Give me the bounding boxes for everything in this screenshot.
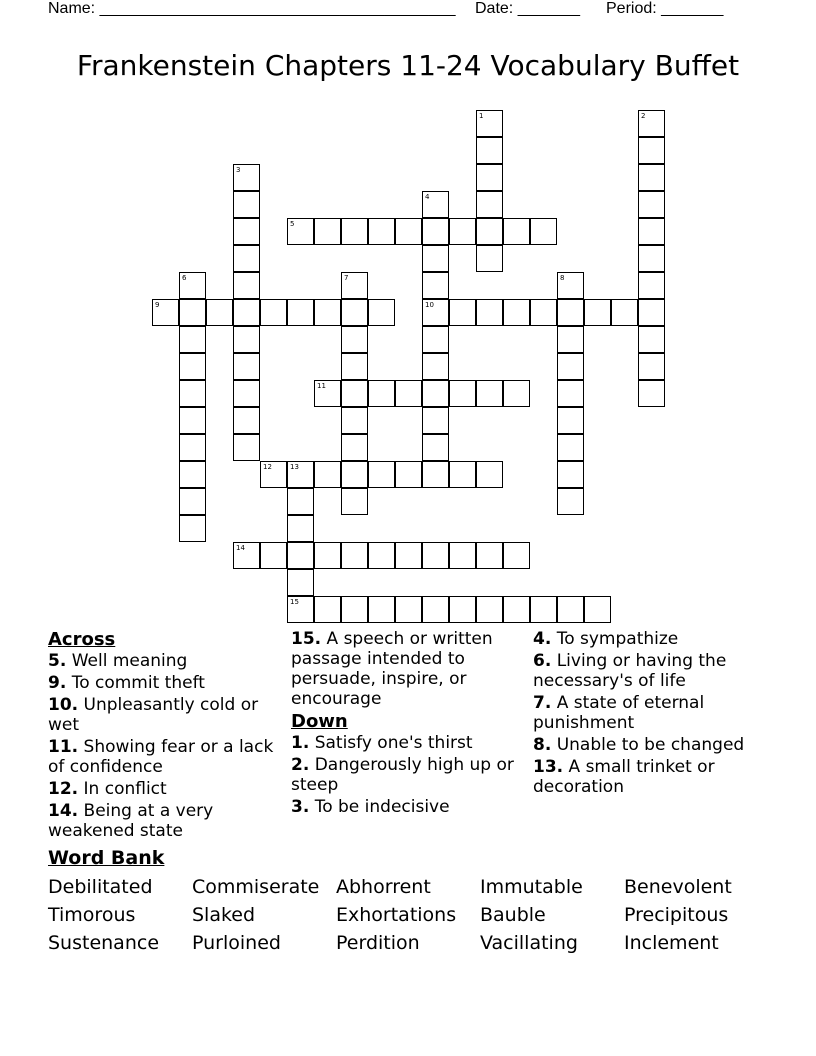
- crossword-cell[interactable]: [233, 164, 260, 191]
- down-heading: Down: [291, 711, 348, 732]
- crossword-cell[interactable]: [449, 596, 476, 623]
- crossword-cell[interactable]: [449, 542, 476, 569]
- crossword-cell[interactable]: [476, 245, 503, 272]
- crossword-cell[interactable]: [638, 110, 665, 137]
- crossword-cell[interactable]: [584, 299, 611, 326]
- crossword-cell[interactable]: [368, 218, 395, 245]
- crossword-cell[interactable]: [638, 353, 665, 380]
- crossword-cell[interactable]: [341, 434, 368, 461]
- crossword-cell[interactable]: [233, 542, 260, 569]
- crossword-cell[interactable]: [287, 515, 314, 542]
- crossword-cell[interactable]: [638, 380, 665, 407]
- period-field-label: Period: _______: [606, 0, 724, 17]
- crossword-cell[interactable]: [611, 299, 638, 326]
- crossword-cell[interactable]: [638, 272, 665, 299]
- crossword-cell[interactable]: [422, 434, 449, 461]
- clue-down-7: 7. A state of eternal punishment: [533, 693, 705, 733]
- crossword-cell[interactable]: [422, 218, 449, 245]
- crossword-cell[interactable]: [476, 164, 503, 191]
- crossword-cell[interactable]: [422, 380, 449, 407]
- crossword-cell[interactable]: [368, 596, 395, 623]
- crossword-cell[interactable]: [476, 191, 503, 218]
- crossword-cell[interactable]: [503, 596, 530, 623]
- crossword-cell[interactable]: [314, 461, 341, 488]
- crossword-cell[interactable]: [476, 461, 503, 488]
- word-bank-word: Benevolent: [624, 876, 732, 898]
- crossword-cell[interactable]: [341, 218, 368, 245]
- crossword-cell[interactable]: [638, 218, 665, 245]
- crossword-cell[interactable]: [422, 191, 449, 218]
- crossword-cell[interactable]: [503, 218, 530, 245]
- clue-number: 15: [290, 598, 299, 606]
- crossword-cell[interactable]: [503, 299, 530, 326]
- crossword-cell[interactable]: [557, 299, 584, 326]
- crossword-cell[interactable]: [476, 137, 503, 164]
- crossword-cell[interactable]: [476, 542, 503, 569]
- crossword-cell[interactable]: [206, 299, 233, 326]
- crossword-cell[interactable]: [422, 353, 449, 380]
- crossword-cell[interactable]: [557, 488, 584, 515]
- crossword-cell[interactable]: [341, 272, 368, 299]
- clue-across-9: 9. To commit theft: [48, 673, 205, 693]
- crossword-cell[interactable]: [476, 380, 503, 407]
- crossword-cell[interactable]: [260, 542, 287, 569]
- crossword-cell[interactable]: [314, 299, 341, 326]
- crossword-cell[interactable]: [638, 299, 665, 326]
- crossword-cell[interactable]: [449, 380, 476, 407]
- clues-column-1: [48, 629, 280, 843]
- crossword-cell[interactable]: [368, 542, 395, 569]
- date-field-label: Date: _______: [475, 0, 580, 17]
- word-bank-word: Immutable: [480, 876, 583, 898]
- crossword-cell[interactable]: [530, 218, 557, 245]
- clue-down-3: 3. To be indecisive: [291, 797, 450, 817]
- crossword-cell[interactable]: [341, 488, 368, 515]
- crossword-cell[interactable]: [179, 434, 206, 461]
- crossword-cell[interactable]: [422, 245, 449, 272]
- clue-number: 14: [236, 544, 245, 552]
- name-field-label: Name: ________________________________________: [48, 0, 456, 17]
- word-bank-word: Debilitated: [48, 876, 153, 898]
- crossword-cell[interactable]: [314, 596, 341, 623]
- crossword-cell[interactable]: [341, 353, 368, 380]
- word-bank-word: Vacillating: [480, 932, 578, 954]
- crossword-cell[interactable]: [179, 461, 206, 488]
- crossword-cell[interactable]: [233, 380, 260, 407]
- word-bank-word: Perdition: [336, 932, 420, 954]
- clue-across-15: 15. A speech or written passage intended to persuade, inspire, or encourage: [291, 629, 493, 709]
- crossword-cell[interactable]: [233, 326, 260, 353]
- crossword-cell[interactable]: [152, 299, 179, 326]
- word-bank-word: Inclement: [624, 932, 719, 954]
- crossword-cell[interactable]: [233, 272, 260, 299]
- clue-down-1: 1. Satisfy one's thirst: [291, 733, 473, 753]
- clue-across-12: 12. In conflict: [48, 779, 167, 799]
- clue-number: 13: [290, 463, 299, 471]
- crossword-cell[interactable]: [341, 380, 368, 407]
- crossword-cell[interactable]: [260, 299, 287, 326]
- crossword-cell[interactable]: [179, 488, 206, 515]
- crossword-cell[interactable]: [638, 164, 665, 191]
- crossword-cell[interactable]: [287, 596, 314, 623]
- crossword-cell[interactable]: [422, 596, 449, 623]
- crossword-cell[interactable]: [368, 299, 395, 326]
- crossword-cell[interactable]: [476, 299, 503, 326]
- clue-number: 4: [425, 193, 430, 201]
- crossword-cell[interactable]: [557, 353, 584, 380]
- crossword-cell[interactable]: [476, 218, 503, 245]
- clue-number: 2: [641, 112, 646, 120]
- crossword-cell[interactable]: [476, 596, 503, 623]
- clues-column-2: [291, 629, 517, 819]
- word-bank-word: Timorous: [48, 904, 136, 926]
- word-bank-word: Precipitous: [624, 904, 729, 926]
- clue-number: 9: [155, 301, 160, 309]
- across-heading: Across: [48, 629, 116, 650]
- clue-down-8: 8. Unable to be changed: [533, 735, 745, 755]
- crossword-cell[interactable]: [179, 380, 206, 407]
- crossword-cell[interactable]: [341, 326, 368, 353]
- crossword-cell[interactable]: [638, 326, 665, 353]
- crossword-cell[interactable]: [179, 299, 206, 326]
- crossword-cell[interactable]: [233, 299, 260, 326]
- word-bank-word: Bauble: [480, 904, 546, 926]
- crossword-cell[interactable]: [233, 245, 260, 272]
- clue-number: 8: [560, 274, 565, 282]
- clue-number: 1: [479, 112, 484, 120]
- crossword-cell[interactable]: [287, 218, 314, 245]
- crossword-cell[interactable]: [557, 407, 584, 434]
- word-bank-word: Slaked: [192, 904, 256, 926]
- crossword-cell[interactable]: [287, 299, 314, 326]
- word-bank-word: Purloined: [192, 932, 281, 954]
- crossword-cell[interactable]: [341, 299, 368, 326]
- crossword-cell[interactable]: [557, 380, 584, 407]
- crossword-cell[interactable]: [233, 434, 260, 461]
- crossword-cell[interactable]: [449, 218, 476, 245]
- crossword-cell[interactable]: [422, 272, 449, 299]
- crossword-cell[interactable]: [233, 218, 260, 245]
- crossword-cell[interactable]: [395, 542, 422, 569]
- word-bank-word: Commiserate: [192, 876, 320, 898]
- crossword-cell[interactable]: [503, 380, 530, 407]
- crossword-cell[interactable]: [314, 380, 341, 407]
- crossword-cell[interactable]: [233, 353, 260, 380]
- crossword-cell[interactable]: [422, 299, 449, 326]
- crossword-cell[interactable]: [368, 461, 395, 488]
- crossword-cell[interactable]: [287, 542, 314, 569]
- crossword-cell[interactable]: [179, 407, 206, 434]
- crossword-cell[interactable]: [422, 461, 449, 488]
- crossword-cell[interactable]: [179, 515, 206, 542]
- crossword-cell[interactable]: [341, 407, 368, 434]
- clue-number: 11: [317, 382, 326, 390]
- crossword-cell[interactable]: [395, 596, 422, 623]
- crossword-cell[interactable]: [233, 407, 260, 434]
- crossword-cell[interactable]: [422, 407, 449, 434]
- crossword-cell[interactable]: [557, 596, 584, 623]
- clue-across-5: 5. Well meaning: [48, 651, 188, 671]
- crossword-cell[interactable]: [341, 461, 368, 488]
- clue-number: 6: [182, 274, 187, 282]
- crossword-cell[interactable]: [584, 596, 611, 623]
- clues-column-3: [533, 629, 773, 799]
- crossword-cell[interactable]: [503, 542, 530, 569]
- crossword-cell[interactable]: [179, 272, 206, 299]
- crossword-cell[interactable]: [287, 488, 314, 515]
- crossword-cell[interactable]: [638, 137, 665, 164]
- word-bank-word: Abhorrent: [336, 876, 431, 898]
- clue-down-2: 2. Dangerously high up or steep: [291, 755, 514, 795]
- clue-across-14: 14. Being at a very weakened state: [48, 801, 214, 841]
- crossword-cell[interactable]: [260, 461, 287, 488]
- crossword-cell[interactable]: [476, 110, 503, 137]
- crossword-cell[interactable]: [638, 191, 665, 218]
- word-bank-word: Exhortations: [336, 904, 457, 926]
- clue-across-11: 11. Showing fear or a lack of confidence: [48, 737, 274, 777]
- clue-number: 10: [425, 301, 434, 309]
- crossword-cell[interactable]: [422, 542, 449, 569]
- crossword-cell[interactable]: [179, 353, 206, 380]
- crossword-cell[interactable]: [233, 191, 260, 218]
- crossword-cell[interactable]: [395, 380, 422, 407]
- crossword-cell[interactable]: [395, 461, 422, 488]
- crossword-cell[interactable]: [530, 596, 557, 623]
- crossword-cell[interactable]: [422, 326, 449, 353]
- crossword-cell[interactable]: [341, 596, 368, 623]
- clue-down-6: 6. Living or having the necessary's of life: [533, 651, 727, 691]
- crossword-cell[interactable]: [179, 326, 206, 353]
- clue-number: 5: [290, 220, 295, 228]
- clue-across-10: 10. Unpleasantly cold or wet: [48, 695, 259, 735]
- crossword-cell[interactable]: [314, 542, 341, 569]
- crossword-cell[interactable]: [638, 245, 665, 272]
- crossword-cell[interactable]: [287, 569, 314, 596]
- word-bank-word: Sustenance: [48, 932, 160, 954]
- crossword-cell[interactable]: [557, 326, 584, 353]
- crossword-cell[interactable]: [530, 299, 557, 326]
- clue-number: 12: [263, 463, 272, 471]
- crossword-cell[interactable]: [557, 434, 584, 461]
- crossword-cell[interactable]: [449, 299, 476, 326]
- crossword-cell[interactable]: [368, 380, 395, 407]
- word-bank-heading: Word Bank: [48, 847, 165, 869]
- crossword-cell[interactable]: [557, 272, 584, 299]
- crossword-cell[interactable]: [395, 218, 422, 245]
- clue-number: 3: [236, 166, 241, 174]
- clue-number: 7: [344, 274, 349, 282]
- clue-down-13: 13. A small trinket or decoration: [533, 757, 715, 797]
- crossword-cell[interactable]: [557, 461, 584, 488]
- crossword-cell[interactable]: [449, 461, 476, 488]
- crossword-cell[interactable]: [314, 218, 341, 245]
- crossword-cell[interactable]: [341, 542, 368, 569]
- crossword-cell[interactable]: [287, 461, 314, 488]
- page-title: Frankenstein Chapters 11-24 Vocabulary Buffet: [76, 49, 740, 82]
- clue-down-4: 4. To sympathize: [533, 629, 679, 649]
